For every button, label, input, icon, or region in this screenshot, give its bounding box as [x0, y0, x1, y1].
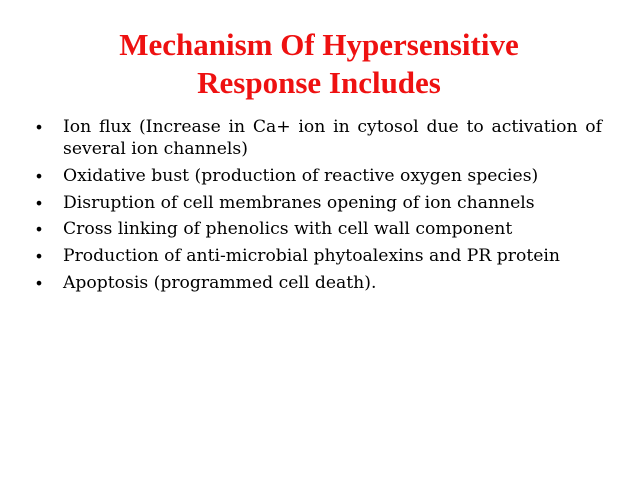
bullet-dot-icon: • [36, 219, 43, 240]
bullet-item [36, 218, 602, 240]
bullet-item [36, 116, 602, 160]
bullet-text: Disruption of cell membranes opening of ion channels [63, 192, 535, 213]
bullet-text: Cross linking of phenolics with cell wall component [63, 219, 513, 240]
bullet-text: Oxidative bust (production of reactive oxygen species) [63, 165, 539, 186]
bullet-item [36, 165, 602, 187]
bullet-item [36, 192, 602, 214]
bullet-dot-icon: • [36, 246, 43, 267]
bullet-dot-icon: • [36, 272, 43, 293]
bullet-item [36, 245, 602, 267]
bullet-text: Production of anti-microbial phytoalexins and PR protein [63, 246, 560, 267]
bullet-text: Apoptosis (programmed cell death). [63, 272, 377, 293]
bullet-item [36, 272, 602, 294]
bullet-text: Ion flux (Increase in Ca+ ion in cytosol due to activation of several ion channels) [63, 117, 602, 160]
slide-title [40, 26, 598, 102]
bullet-dot-icon: • [36, 192, 43, 213]
bullet-dot-icon: • [36, 165, 43, 186]
slide-title-line-2: Response Includes [197, 65, 441, 100]
bullet-dot-icon: • [36, 117, 43, 137]
slide-title-line-1: Mechanism Of Hypersensitive [119, 27, 519, 62]
bullet-list [36, 116, 602, 298]
